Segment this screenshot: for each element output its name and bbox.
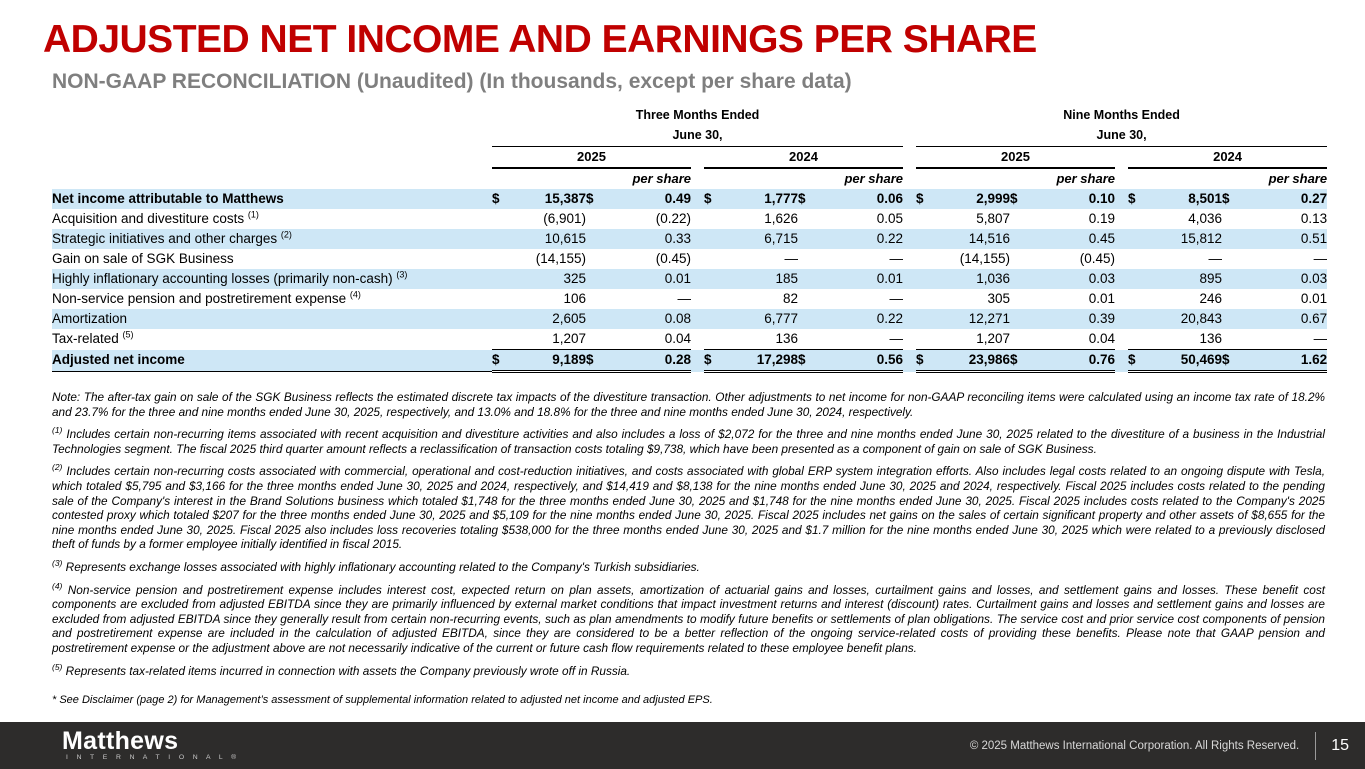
cell-amount: 10,615 (510, 229, 586, 249)
gap-cell (1115, 269, 1128, 289)
cell-per-share: 0.19 (1088, 211, 1116, 227)
cell-dollar-sign (704, 289, 722, 309)
cell-per-share: 0.03 (1244, 269, 1327, 289)
cell-per-share: 0.05 (876, 211, 904, 227)
footer-bar (0, 722, 1365, 769)
per-share-header-cell: per share (632, 171, 691, 187)
cell-amount: 5,807 (976, 211, 1011, 227)
row-label: Amortization (52, 309, 492, 329)
header-spacer (52, 168, 492, 189)
cell-dollar-sign (492, 249, 510, 269)
gap-cell (691, 147, 704, 169)
cell-dollar-sign (1222, 289, 1244, 309)
table-row (52, 269, 1327, 289)
table-row (52, 329, 1327, 350)
cell-per-share: 0.45 (1032, 229, 1115, 249)
cell-per-share: 0.67 (1244, 309, 1327, 329)
cell-per-share: — (1313, 331, 1328, 347)
table-row (52, 209, 1327, 229)
table-period-header (52, 106, 1327, 126)
row-label: Acquisition and divestiture costs $^{(1)}$ (52, 209, 259, 227)
copyright-text: © 2025 Matthews International Corporation. All Rights Reserved. (969, 739, 1300, 752)
cell-amount: 8,501 (1146, 189, 1222, 209)
per-share-header-cell: per share (1268, 171, 1328, 187)
cell-per-share: — (889, 331, 904, 347)
row-label: Adjusted net income (52, 350, 492, 372)
cell-amount: 17,298 (722, 350, 798, 372)
cell-per-share: 0.10 (1032, 189, 1115, 209)
footnote-reference: (1) (247, 209, 259, 220)
gap-cell (691, 229, 704, 249)
table-year-header (52, 147, 1327, 169)
gap-cell (903, 189, 916, 209)
cell-dollar-sign: $ (1128, 189, 1146, 209)
cell-dollar-sign (704, 329, 722, 350)
footnote-reference: (5) (122, 329, 134, 340)
cell-dollar-sign: $ (798, 350, 820, 372)
cell-amount: (6,901) (543, 211, 586, 227)
gap-cell (691, 309, 704, 329)
cell-dollar-sign (492, 209, 510, 229)
cell-dollar-sign (916, 229, 934, 249)
cell-per-share: 0.27 (1244, 189, 1327, 209)
cell-dollar-sign (798, 329, 820, 350)
table-header (52, 106, 1327, 189)
cell-per-share: 0.01 (1300, 291, 1328, 307)
year-header-cell: 2025 (492, 147, 691, 169)
cell-dollar-sign (798, 249, 820, 269)
gap-cell (1115, 147, 1128, 169)
cell-dollar-sign (704, 209, 722, 229)
cell-dollar-sign (1222, 229, 1244, 249)
footnote-5: $^{(5)}$ Represents tax-related items incurred in connection with assets the Company previously wrote off in Russia. (52, 661, 631, 678)
cell-dollar-sign: $ (586, 189, 608, 209)
cell-amount: 325 (510, 269, 586, 289)
cell-amount: 1,207 (976, 331, 1011, 347)
gap-cell (691, 189, 704, 209)
cell-amount: (14,155) (959, 251, 1011, 267)
gap-cell (691, 350, 704, 372)
cell-per-share: — (889, 291, 904, 307)
cell-dollar-sign (704, 269, 722, 289)
footnote-marker: (1) (52, 425, 63, 436)
gap-cell (1115, 329, 1128, 350)
gap-cell (903, 147, 916, 169)
footnote-reference: (2) (280, 229, 292, 240)
cell-dollar-sign: $ (704, 350, 722, 372)
cell-dollar-sign (798, 229, 820, 249)
cell-dollar-sign: $ (798, 189, 820, 209)
cell-dollar-sign (704, 229, 722, 249)
cell-amount: 895 (1146, 269, 1222, 289)
table-row (52, 229, 1327, 249)
gap-cell (1115, 209, 1128, 229)
cell-per-share: 0.08 (608, 309, 691, 329)
cell-amount: 12,271 (934, 309, 1010, 329)
cell-amount: 1,207 (552, 331, 586, 347)
cell-amount: 305 (987, 291, 1011, 307)
cell-per-share: 0.01 (1088, 291, 1116, 307)
table-row (52, 249, 1327, 269)
logo-wordmark: Matthews (62, 727, 179, 755)
cell-dollar-sign (1010, 229, 1032, 249)
cell-dollar-sign: $ (586, 350, 608, 372)
cell-amount: 136 (775, 331, 798, 347)
header-spacer (52, 126, 492, 147)
cell-per-share: 0.03 (1032, 269, 1115, 289)
page-title: ADJUSTED NET INCOME AND EARNINGS PER SHARE (43, 18, 1037, 61)
cell-dollar-sign (1010, 209, 1032, 229)
footnote-1: $^{(1)}$ Includes certain non-recurring items associated with recent acquisition and divestiture activities and also includes a loss of $2,072 for the three and nine months ended June 30, 2025 related to the divestiture of a business in the Industrial Technologies segment. The fiscal 2025 third quarter amount reflects a reclassification of transaction costs totaling $9,738, which have been presented as a component of gain on sale of SGK Business. (52, 425, 1325, 456)
cell-amount: 1,626 (764, 211, 798, 227)
header-spacer (52, 147, 492, 169)
cell-per-share: 0.39 (1032, 309, 1115, 329)
cell-dollar-sign (916, 249, 934, 269)
per-share-header (52, 168, 1327, 189)
period-header-cell: June 30, (916, 126, 1327, 147)
cell-amount: 4,036 (1188, 211, 1223, 227)
cell-amount: 2,605 (510, 309, 586, 329)
cell-per-share: 0.22 (820, 309, 903, 329)
table-row (52, 350, 1327, 372)
cell-amount: 9,189 (510, 350, 586, 372)
cell-dollar-sign (1010, 309, 1032, 329)
gap-cell (1115, 229, 1128, 249)
gap-cell (903, 126, 916, 147)
row-label: Strategic initiatives and other charges $^{(2)}$ (52, 229, 492, 249)
row-label: Tax-related $^{(5)}$ (52, 329, 134, 347)
row-label: Highly inflationary accounting losses (primarily non-cash) $^{(3)}$ (52, 269, 492, 289)
cell-dollar-sign (1010, 269, 1032, 289)
logo-international-label: I N T E R N A T I O N A L ® (66, 754, 240, 761)
gap-cell (691, 249, 704, 269)
cell-dollar-sign (798, 309, 820, 329)
gap-cell (903, 209, 916, 229)
note-paragraph: Note: The after-tax gain on sale of the SGK Business reflects the estimated discrete tax impacts of the divestiture transaction. Other adjustments to net income for non-GAAP reconciling items were calculated using an income tax rate of 18.2% and 23.7% for the three and nine months ended June 30, 2025, respectively, and 13.0% and 18.8% for the three and nine months ended June 30, 2024, respectively. (52, 390, 1325, 419)
cell-dollar-sign (492, 229, 510, 249)
footnote-marker: (5) (52, 661, 63, 672)
cell-dollar-sign (1222, 309, 1244, 329)
cell-dollar-sign: $ (916, 189, 934, 209)
cell-dollar-sign (798, 289, 820, 309)
year-header-cell: 2025 (916, 147, 1115, 169)
cell-per-share: 0.56 (820, 350, 903, 372)
gap-cell (903, 106, 916, 126)
gap-cell (691, 209, 704, 229)
cell-per-share: 0.01 (820, 269, 903, 289)
cell-dollar-sign (1222, 249, 1244, 269)
cell-amount: 106 (563, 291, 586, 307)
footer-right (970, 732, 1349, 760)
cell-dollar-sign (798, 269, 820, 289)
cell-per-share: 1.62 (1244, 350, 1327, 372)
header-spacer (52, 106, 492, 126)
footnote-4: $^{(4)}$ Non-service pension and postretirement expense includes interest cost, expected return on plan assets, amortization of actuarial gains and losses, curtailment gains and losses, and settlement gains and losses. These benefit cost components are excluded from adjusted EBITDA since they are primarily influenced by external market conditions that impact investment returns and interest (discount) rates. Curtailment gains and losses and settlement gains and losses are excluded from adjusted EBITDA since they generally result from certain non-recurring events, such as plan amendments to modify future benefits or settlements of plan obligations. The service cost and prior service cost components of pension and postretirement expense are included in the calculation of adjusted EBITDA, since they are considered to be a better reflection of the ongoing service-related costs of providing these benefits. Please note that GAAP pension and postretirement expense or the adjustment above are not necessarily indicative of the current or future cash flow requirements related to these employee benefit plans. (52, 580, 1325, 655)
notes-section (52, 390, 1325, 678)
cell-per-share: 0.22 (820, 229, 903, 249)
cell-dollar-sign (916, 329, 934, 350)
cell-dollar-sign (492, 309, 510, 329)
cell-amount: 185 (722, 269, 798, 289)
gap-cell (903, 309, 916, 329)
disclaimer-text: * See Disclaimer (page 2) for Management’s assessment of supplemental information related to adjusted net income and adjusted EPS. (52, 694, 713, 707)
cell-per-share: 0.28 (608, 350, 691, 372)
cell-dollar-sign: $ (492, 350, 510, 372)
cell-dollar-sign (704, 249, 722, 269)
cell-dollar-sign (1222, 269, 1244, 289)
table-row (52, 309, 1327, 329)
cell-per-share: 0.49 (608, 189, 691, 209)
cell-dollar-sign (704, 309, 722, 329)
cell-dollar-sign (492, 269, 510, 289)
cell-amount: 6,715 (722, 229, 798, 249)
page-subtitle: NON-GAAP RECONCILIATION (Unaudited) (In thousands, except per share data) (52, 69, 852, 93)
cell-dollar-sign (916, 209, 934, 229)
cell-dollar-sign (1010, 249, 1032, 269)
gap-cell (1115, 289, 1128, 309)
cell-per-share: — (889, 251, 904, 267)
cell-dollar-sign: $ (492, 189, 510, 209)
cell-amount: 1,777 (722, 189, 798, 209)
row-label: Non-service pension and postretirement expense $^{(4)}$ (52, 289, 361, 307)
cell-dollar-sign (586, 249, 608, 269)
footnotes-list (52, 427, 1325, 678)
cell-per-share: (0.45) (1079, 251, 1116, 267)
cell-amount: — (1208, 251, 1223, 267)
footnote-2: $^{(2)}$ Includes certain non-recurring costs associated with commercial, operational and cost-reduction initiatives, and costs associated with global ERP system integration efforts. Also includes legal costs related to an ongoing dispute with Tesla, which totaled $5,795 and $3,166 for the three months ended June 30, 2025 and 2024, respectively, and $14,419 and $8,138 for the nine months ended June 30, 2025 and 2024, respectively. Fiscal 2025 includes costs related to the pending sale of the Company's interest in the Brand Solutions business which totaled $1,748 for the three months ended June 30, 2025 and $1,748 for the nine months ended June 30, 2025. Fiscal 2025 includes costs related to the Company's 2025 contested proxy which totaled $207 for the three months ended June 30, 2025 and $5,109 for the nine months ended June 30, 2025. Fiscal 2025 includes net gains on the sales of certain significant property and other assets of $8,655 for the nine months ended June 30, 2025. Fiscal 2025 also includes loss recoveries totaling $538,000 for the three months ended June 30, 2025 and $1.7 million for the nine months ended June 30, 2025 which were related to a previously disclosed theft of funds by a former employee initially identified in fiscal 2015. (52, 462, 1325, 552)
gap-cell (903, 249, 916, 269)
cell-per-share: 0.76 (1032, 350, 1115, 372)
cell-amount: 6,777 (722, 309, 798, 329)
cell-dollar-sign (1128, 249, 1146, 269)
cell-dollar-sign (916, 309, 934, 329)
gap-cell (1115, 309, 1128, 329)
cell-amount: 136 (1199, 331, 1223, 347)
cell-amount: 50,469 (1146, 350, 1222, 372)
footer-separator (1315, 732, 1316, 760)
cell-dollar-sign (916, 289, 934, 309)
period-header-cell: Nine Months Ended (1063, 108, 1180, 123)
row-label: Gain on sale of SGK Business (52, 251, 234, 267)
year-header-cell: 2024 (1128, 147, 1327, 169)
gap-cell (691, 269, 704, 289)
cell-dollar-sign: $ (916, 350, 934, 372)
gap-cell (903, 289, 916, 309)
cell-per-share: 0.04 (1088, 331, 1116, 347)
gap-cell (691, 289, 704, 309)
cell-amount: 15,812 (1146, 229, 1222, 249)
cell-dollar-sign (586, 269, 608, 289)
cell-dollar-sign (586, 329, 608, 350)
table-row (52, 189, 1327, 209)
cell-dollar-sign (916, 269, 934, 289)
cell-dollar-sign (586, 209, 608, 229)
footnote-reference: (4) (349, 289, 361, 300)
period-header-cell: Three Months Ended (635, 108, 760, 123)
cell-per-share: (0.45) (655, 251, 691, 267)
table-body (52, 189, 1327, 372)
cell-amount: — (784, 251, 798, 267)
cell-per-share: 0.06 (820, 189, 903, 209)
footnote-3: $^{(3)}$ Represents exchange losses associated with highly inflationary accounting related to the Company's Turkish subsidiaries. (52, 558, 700, 574)
table-row (52, 289, 1327, 309)
cell-dollar-sign (1128, 309, 1146, 329)
year-header-cell: 2024 (704, 147, 903, 169)
cell-dollar-sign (1222, 209, 1244, 229)
cell-dollar-sign (1128, 329, 1146, 350)
page-number: 15 (1331, 736, 1349, 754)
gap-cell (903, 269, 916, 289)
gap-cell (1115, 168, 1128, 189)
cell-per-share: 0.01 (608, 269, 691, 289)
cell-dollar-sign: $ (704, 189, 722, 209)
cell-amount: 15,387 (510, 189, 586, 209)
cell-dollar-sign (1010, 329, 1032, 350)
footnote-marker: (2) (52, 462, 63, 473)
gap-cell (1115, 189, 1128, 209)
gap-cell (1115, 249, 1128, 269)
cell-dollar-sign (1128, 289, 1146, 309)
cell-dollar-sign: $ (1128, 350, 1146, 372)
reconciliation-table (52, 106, 1327, 373)
period-header-cell: June 30, (492, 126, 903, 147)
cell-dollar-sign: $ (1010, 350, 1032, 372)
table-period-subheader (52, 126, 1327, 147)
cell-per-share: 0.51 (1244, 229, 1327, 249)
cell-dollar-sign (1128, 229, 1146, 249)
cell-amount: 23,986 (934, 350, 1010, 372)
cell-dollar-sign (586, 309, 608, 329)
gap-cell (903, 168, 916, 189)
cell-dollar-sign (798, 209, 820, 229)
cell-dollar-sign (492, 289, 510, 309)
footnote-marker: (3) (52, 558, 63, 569)
matthews-logo (62, 727, 240, 761)
cell-per-share: 0.04 (664, 331, 691, 347)
footnote-reference: (3) (396, 269, 408, 280)
cell-amount: 20,843 (1146, 309, 1222, 329)
cell-dollar-sign (1128, 269, 1146, 289)
cell-amount: 246 (1199, 291, 1223, 307)
cell-amount: (14,155) (535, 251, 586, 267)
per-share-header-cell: per share (844, 171, 904, 187)
cell-amount: 82 (782, 291, 798, 307)
cell-per-share: (0.22) (655, 211, 691, 227)
cell-per-share: — (677, 291, 691, 307)
cell-dollar-sign: $ (1222, 350, 1244, 372)
per-share-header-cell: per share (1056, 171, 1116, 187)
cell-amount: 2,999 (934, 189, 1010, 209)
cell-dollar-sign (1010, 289, 1032, 309)
gap-cell (903, 229, 916, 249)
gap-cell (903, 329, 916, 350)
cell-dollar-sign (586, 289, 608, 309)
row-label: Net income attributable to Matthews (52, 189, 492, 209)
footnote-marker: (4) (52, 580, 63, 591)
cell-dollar-sign (1222, 329, 1244, 350)
gap-cell (691, 329, 704, 350)
cell-per-share: 0.13 (1300, 211, 1328, 227)
gap-cell (1115, 350, 1128, 372)
cell-per-share: 0.33 (608, 229, 691, 249)
cell-per-share: — (1313, 251, 1328, 267)
cell-dollar-sign: $ (1222, 189, 1244, 209)
gap-cell (691, 168, 704, 189)
cell-dollar-sign: $ (1010, 189, 1032, 209)
cell-dollar-sign (586, 229, 608, 249)
cell-amount: 1,036 (934, 269, 1010, 289)
cell-amount: 14,516 (934, 229, 1010, 249)
gap-cell (903, 350, 916, 372)
cell-dollar-sign (492, 329, 510, 350)
cell-dollar-sign (1128, 209, 1146, 229)
